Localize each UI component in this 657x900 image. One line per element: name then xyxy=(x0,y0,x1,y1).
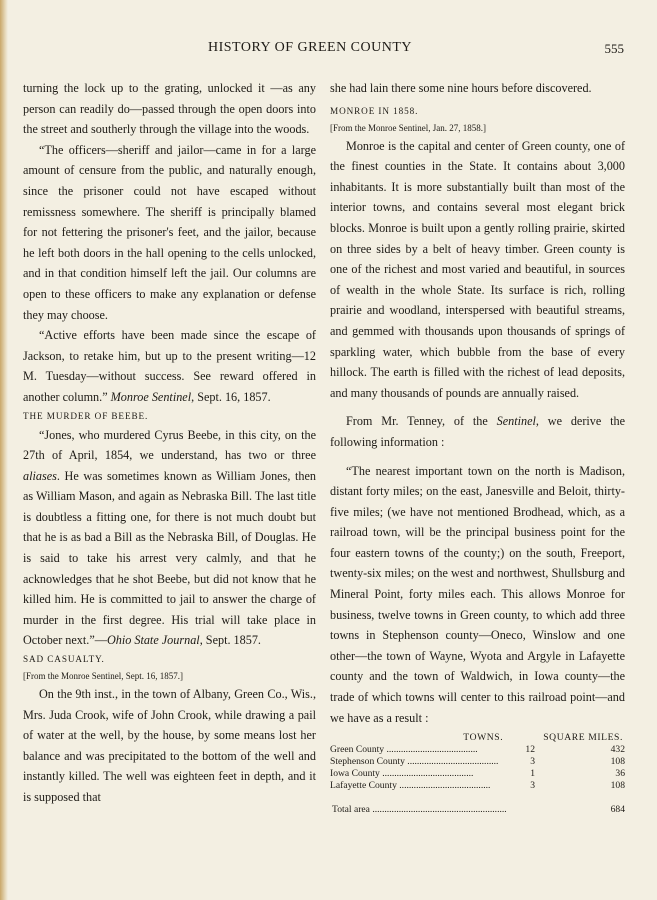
heading-sad-casualty: SAD CASUALTY. xyxy=(23,654,105,665)
row-towns: 3 xyxy=(530,756,535,768)
spacer xyxy=(330,403,625,411)
heading-monroe-1858: MONROE IN 1858. xyxy=(330,105,419,116)
spacer xyxy=(330,453,625,461)
source-date: , Sept. 16, 1857. xyxy=(191,389,271,404)
table-row xyxy=(330,768,625,780)
source-monroe-sentinel: Monroe Sentinel xyxy=(110,389,192,404)
paragraph-monroe: Monroe is the capital and center of Green county, one of the finest counties in the State. It contains about 3,000 inhabitants. It is more substantially built than most of the interior towns, and contains several most elegant brick blocks. Monroe is built upon a gently rolling prairie, skirted on three sides by a belt of heavy timber. Green county is one of the richest and most varied and beautiful, in sources of wealth in the whole State. Its surface is rich, rolling prairie and woodland, interspersed with beautiful streams, and gemmed with thousands upon thousands of springs of sparkling water, which bubble from the base of every hillock. The earth is filled with the richest of lead deposits, and many thousands of pounds are annually raised. xyxy=(330,138,625,400)
row-name: Lafayette County ..... xyxy=(330,780,515,792)
aliases-word: aliases xyxy=(23,468,57,483)
heading-murder-of-beebe: THE MURDER OF BEEBE. xyxy=(23,410,149,421)
page-header xyxy=(0,40,657,62)
tenney-text-b: , we derive the following information : xyxy=(330,414,625,449)
area-table-header xyxy=(330,732,625,744)
row-towns: 3 xyxy=(530,780,535,792)
table-row xyxy=(330,780,625,792)
active-efforts-text: “Active efforts have been made since the escape of Jackson, to retake him, but up to the present writing—12 M. Tuesday—without success. See reward offered in another column.” xyxy=(23,328,316,404)
col-towns: TOWNS. xyxy=(463,732,504,744)
byline-casualty: [From the Monroe Sentinel, Sept. 16, 1857.] xyxy=(23,671,183,682)
table-row xyxy=(330,744,625,756)
row-name: Green County ..... xyxy=(330,744,515,756)
running-title: HISTORY OF GREEN COUNTY xyxy=(208,40,413,55)
paragraph-nearest-town: “The nearest important town on the north is Madison, distant forty miles; on the east, Janesville and Beloit, thirty-five miles; (we have not mentioned Brodhead, which, as a railroad town, will be the principal business point for the four eastern towns of the county;) on the south, Freeport, twenty-six miles; on the west and northwest, Shullsburg and Mineral Point, forty miles each. This allows Monroe for business, twelve towns in Green county, to which add three towns in Stephenson county—Oneco, Winslow and one other—the town of Wayne, Wyota and Argyle in Lafayette county and the town of Waldwich, in Iowa county—the trade of which towns will center to this railroad point—and we have as a result : xyxy=(330,463,625,725)
paragraph-escape-end: turning the lock up to the grating, unlocked it —as any person can readily do—passed through the open doors into the street and southerly through the village into the woods. xyxy=(23,81,316,137)
page-number: 555 xyxy=(604,41,624,56)
source-sentinel: Sentinel xyxy=(496,414,536,429)
byline-monroe: [From the Monroe Sentinel, Jan. 27, 1858.] xyxy=(330,122,486,133)
table-row xyxy=(330,756,625,768)
source-ohio-state-journal: Ohio State Journal xyxy=(106,633,200,648)
table-total-row xyxy=(330,804,625,816)
row-name: Iowa County ..... xyxy=(330,768,515,780)
paragraph-active-efforts xyxy=(23,325,316,407)
paragraph-jones xyxy=(23,425,316,652)
row-towns: 1 xyxy=(530,768,535,780)
paragraph-discovered: she had lain there some nine hours before discovered. xyxy=(330,81,592,95)
binding-edge xyxy=(0,0,8,900)
paragraph-tenney xyxy=(330,411,625,452)
total-miles: 684 xyxy=(610,804,625,816)
source-date-ohio: , Sept. 1857. xyxy=(199,633,261,648)
right-column xyxy=(330,78,625,816)
area-table xyxy=(330,732,625,816)
col-square-miles: SQUARE MILES. xyxy=(543,732,623,744)
tenney-text-a: From Mr. Tenney, of the xyxy=(346,414,497,429)
row-miles: 108 xyxy=(610,780,625,792)
left-column xyxy=(23,78,316,808)
total-label: Total area ..... xyxy=(330,804,595,816)
paragraph-officers: “The officers—sheriff and jailor—came in for a large amount of censure from the public, and naturally enough, since the prisoner could not have escaped without remissness somewhere. The sheriff is principally blamed for not fettering the prisoner's feet, and the jailor, because he left both doors in the hall opening to the cells unlocked, and in that condition himself left the jail. Our columns are open to these officers to make any explanation or defense they may choose. xyxy=(23,142,316,322)
row-miles: 36 xyxy=(615,768,625,780)
row-towns: 12 xyxy=(525,744,535,756)
row-miles: 108 xyxy=(610,756,625,768)
jones-text-a: “Jones, who murdered Cyrus Beebe, in this city, on the 27th of April, 1854, we understand, has two or three xyxy=(23,427,316,463)
row-miles: 432 xyxy=(610,744,625,756)
row-name: Stephenson County ..... xyxy=(330,756,515,768)
paragraph-casualty: On the 9th inst., in the town of Albany, Green Co., Wis., Mrs. Juda Crook, wife of John Crook, while drawing a pail of water at the well, by the house, by some means lost her balance and was precipitated to the bottom of the well and instantly killed. The well was eighteen feet in depth, and it is supposed that xyxy=(23,687,316,804)
jones-text-b: . He was sometimes known as William Jones, then as William Mason, and again as Nebraska Bill. The last title is doubtless a fitting one, for there is not much doubt but that he is as bad a Bill as the Nebraska Bill, of Douglas. He is said to take his arrest very calmly, and that he acknowledges that he shot Beebe, but did not know that he killed him. He is committed to jail to answer the charge of murder in the first degree. His trial will take place in October next.”— xyxy=(23,468,316,648)
